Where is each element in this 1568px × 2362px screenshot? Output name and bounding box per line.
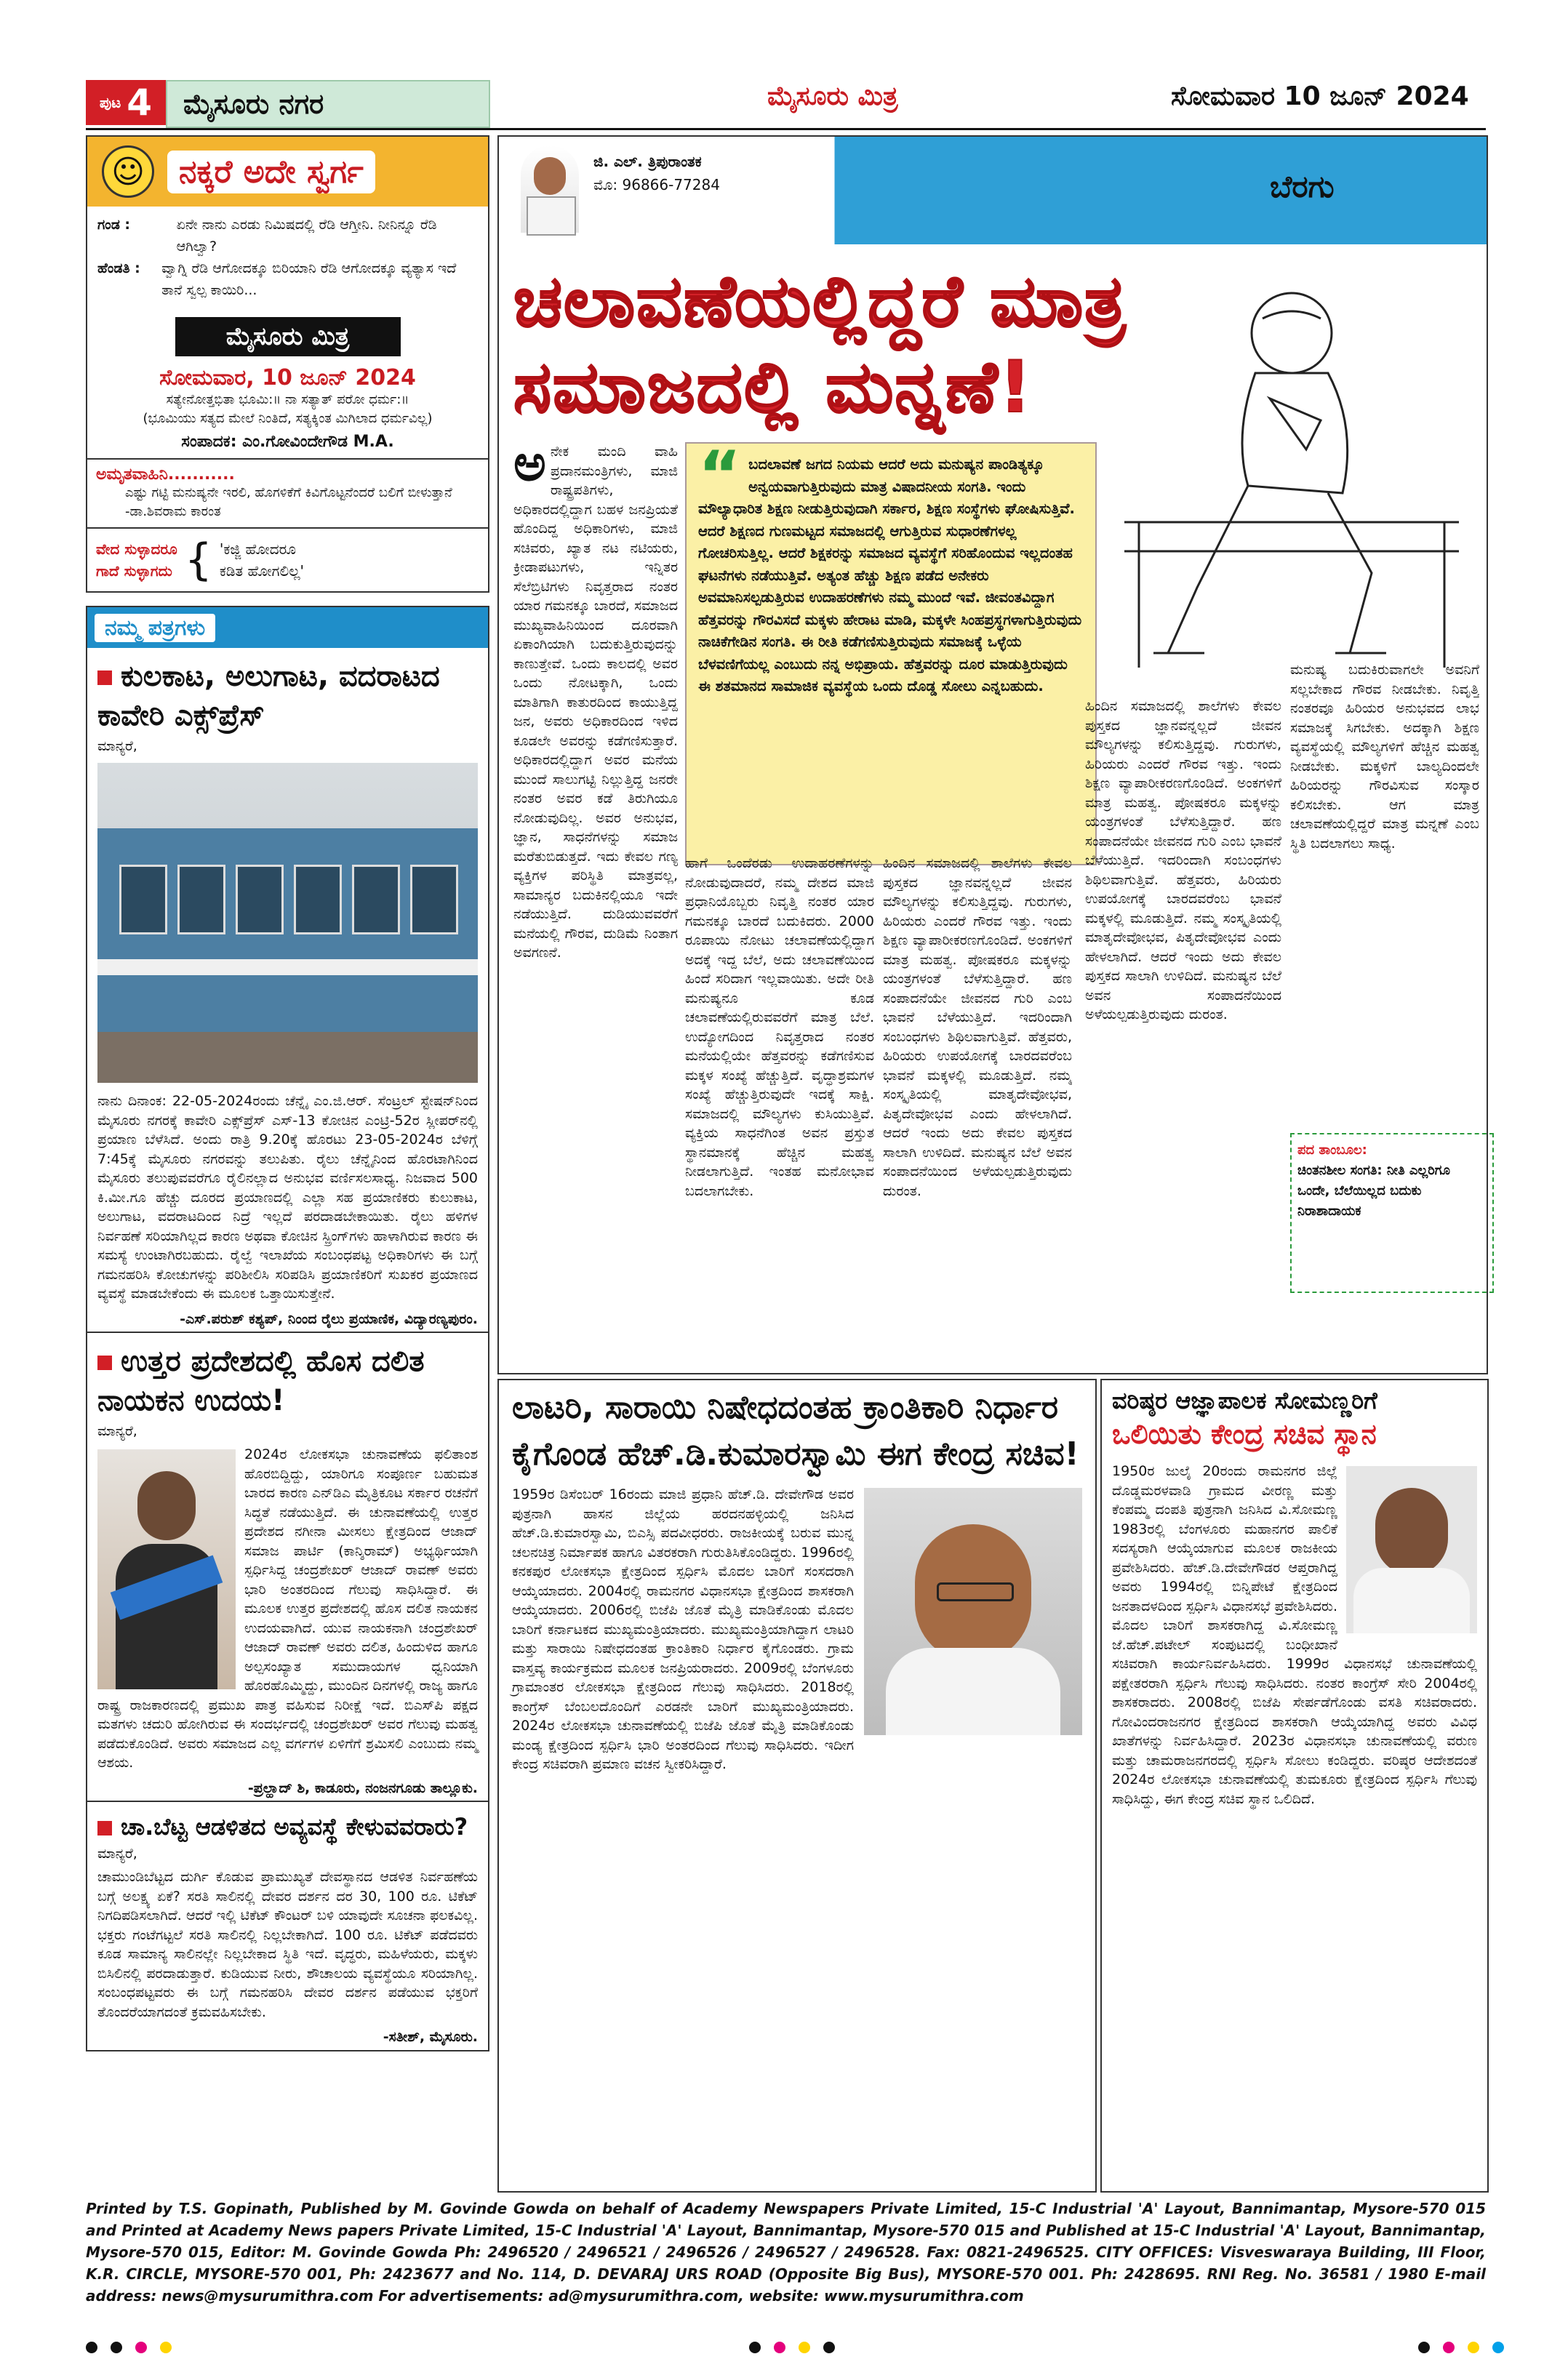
proverb-label-line: ಗಾದೆ ಸುಳ್ಳಾಗದು: [96, 562, 172, 580]
box-date: ಸೋಮವಾರ, 10 ಜೂನ್ 2024: [159, 365, 416, 391]
article-headline: [513, 259, 1127, 431]
column-article: [497, 135, 1488, 1374]
header-rule: [86, 128, 1486, 130]
proverb-label-line: ವೇದ ಸುಳ್ಳಾದರೂ: [96, 540, 177, 558]
amrita-vahini: [87, 458, 488, 527]
pull-quote-text: ಬದಲಾವಣೆ ಜಗದ ನಿಯಮ ಆದರೆ ಅದು ಮನುಷ್ಯನ ಪಾಂಡಿತ್ಯಕ್ಕೂ ಅನ್ವಯವಾಗುತ್ತಿರುವುದು ಮಾತ್ರ ವಿಷಾದನೀಯ ಸಂಗತಿ. ಇಂದು ಮೌಲ್ಯಾಧಾರಿತ ಶಿಕ್ಷಣ ನೀಡುತ್ತಿರುವುದಾಗಿ ಸರ್ಕಾರ, ಶಿಕ್ಷಣ ಸಂಸ್ಥೆಗಳು ಘೋಷಿಸುತ್ತಿವೆ. ಆದರೆ ಶಿಕ್ಷಣದ ಗುಣಮಟ್ಟದ ಸಮಾಜದಲ್ಲಿ ಆಗುತ್ತಿರುವ ಸುಧಾರಣೆಗಳಲ್ಲ ಗೋಚರಿಸುತ್ತಿಲ್ಲ. ಆದರೆ ಶಿಕ್ಷಕರನ್ನು ಸಮಾಜದ ವ್ಯವಸ್ಥೆಗೆ ಸರಿಹೊಂದುವ ಇಲ್ಲದಂತಹ ಘಟನೆಗಳು ನಡೆಯುತ್ತಿವೆ. ಅತ್ಯಂತ ಹೆಚ್ಚು ಶಿಕ್ಷಣ ಪಡೆದ ಅನೇಕರು ಅವಮಾನಿಸಲ್ಪಡುತ್ತಿರುವ ಉದಾಹರಣೆಗಳು ನಮ್ಮ ಮುಂದೆ ಇವೆ. ಜೀವಂತವಿದ್ದಾಗ ಹೆತ್ತವರನ್ನು ಗೌರವಿಸದೆ ಮಕ್ಕಳು ಹೇರಾಟ ಮಾಡಿ, ಮಕ್ಕಳೇ ಸಿಂಹಪ್ರಸ್ಥಗಳಾಗುತ್ತಿರುವುದು ನಾಚಿಕೆಗೇಡಿನ ಸಂಗತಿ. ಈ ರೀತಿ ಕಡೆಗಣಿಸುತ್ತಿರುವುದು ಸಮಾಜಕ್ಕೆ ಒಳ್ಳೆಯ ಬೆಳವಣಿಗೆಯಲ್ಲ ಎಂಬುದು ನನ್ನ ಅಭಿಪ್ರಾಯ. ಹೆತ್ತವರನ್ನು ದೂರ ಮಾಡುತ್ತಿರುವುದು ಈ ಶತಮಾನದ ಸಾಮಾಜಿಕ ವ್ಯವಸ್ಥೆಯ ಒಂದು ದೊಡ್ಡ ಸೋಲು ಎನ್ನಬಹುದು.: [698, 456, 1082, 694]
registration-dot: [86, 2342, 97, 2353]
article-body: [499, 1482, 1095, 2186]
article-col-2: [685, 854, 874, 1358]
article-text: ಹಿಂದಿನ ಸಮಾಜದಲ್ಲಿ ಶಾಲೆಗಳು ಕೇವಲ ಪುಸ್ತಕದ ಜ್ಞಾನವನ್ನಲ್ಲದೆ ಜೀವನ ಮೌಲ್ಯಗಳನ್ನು ಕಲಿಸುತ್ತಿದ್ದವು. ಗುರುಗಳು, ಹಿರಿಯರು ಎಂದರೆ ಗೌರವ ಇತ್ತು. ಇಂದು ಶಿಕ್ಷಣ ವ್ಯಾಪಾರೀಕರಣಗೊಂಡಿದೆ. ಅಂಕಗಳಿಗೆ ಮಾತ್ರ ಮಹತ್ವ. ಪೋಷಕರೂ ಮಕ್ಕಳನ್ನು ಯಂತ್ರಗಳಂತೆ ಬೆಳೆಸುತ್ತಿದ್ದಾರೆ. ಹಣ ಸಂಪಾದನೆಯೇ ಜೀವನದ ಗುರಿ ಎಂಬ ಭಾವನೆ ಬೆಳೆಯುತ್ತಿದೆ. ಇದರಿಂದಾಗಿ ಸಂಬಂಧಗಳು ಶಿಥಿಲವಾಗುತ್ತಿವೆ. ಹೆತ್ತವರು, ಹಿರಿಯರು ಉಪಯೋಗಕ್ಕೆ ಬಾರದವರೆಂಬ ಭಾವನೆ ಮಕ್ಕಳಲ್ಲಿ ಮೂಡುತ್ತಿದೆ. ನಮ್ಮ ಸಂಸ್ಕೃತಿಯಲ್ಲಿ ಮಾತೃದೇವೋಭವ, ಪಿತೃದೇವೋಭವ ಎಂದು ಹೇಳಲಾಗಿದೆ. ಆದರೆ ಇಂದು ಅದು ಕೇವಲ ಪುಸ್ತಕದ ಸಾಲಾಗಿ ಉಳಿದಿದೆ. ಮನುಷ್ಯನ ಬೆಲೆ ಅವನ ಸಂಪಾದನೆಯಿಂದ ಅಳೆಯಲ್ಪಡುತ್ತಿರುವುದು ದುರಂತ.: [883, 855, 1072, 1199]
editor-credit: ಸಂಪಾದಕ: ಎಂ.ಗೋವಿಂದೇಗೌಡ M.A.: [181, 433, 394, 451]
box-masthead-logo: ಮೈಸೂರು ಮಿತ್ರ: [175, 317, 401, 356]
article-col-4: [1085, 697, 1281, 1358]
brace-icon: {: [184, 535, 212, 585]
pull-quote: [685, 437, 1097, 865]
letter-title-text: ಚಾ.ಬೆಟ್ಟ ಆಡಳಿತದ ಅವ್ಯವಸ್ಥೆ ಕೇಳುವವರಾರು?: [121, 1813, 468, 1841]
registration-dot: [1492, 2342, 1504, 2353]
proverb-label: [96, 538, 177, 582]
article-text: 1950ರ ಜುಲೈ 20ರಂದು ರಾಮನಗರ ಜಿಲ್ಲೆ ದೊಡ್ಡಮರಳವಾಡಿ ಗ್ರಾಮದ ವೀರಣ್ಣ ಮತ್ತು ಕೆಂಪಮ್ಮ ದಂಪತಿ ಪುತ್ರನಾಗಿ ಜನಿಸಿದ ವಿ.ಸೋಮಣ್ಣ 1983ರಲ್ಲಿ ಬೆಂಗಳೂರು ಮಹಾನಗರ ಪಾಲಿಕೆ ಸದಸ್ಯರಾಗಿ ಆಯ್ಕೆಯಾಗುವ ಮೂಲಕ ರಾಜಕೀಯ ಪ್ರವೇಶಿಸಿದರು. ಹೆಚ್.ಡಿ.ದೇವೇಗೌಡರ ಆಪ್ತರಾಗಿದ್ದ ಅವರು 1994ರಲ್ಲಿ ಬಿನ್ನಿಪೇಟೆ ಕ್ಷೇತ್ರದಿಂದ ಜನತಾದಳದಿಂದ ಸ್ಪರ್ಧಿಸಿ ವಿಧಾನಸಭೆ ಪ್ರವೇಶಿಸಿದರು. ಮೊದಲ ಬಾರಿಗೆ ಶಾಸಕರಾಗಿದ್ದ ವಿ.ಸೋಮಣ್ಣ ಜೆ.ಹೆಚ್.ಪಟೇಲ್ ಸಂಪುಟದಲ್ಲಿ ಬಂಧೀಖಾನೆ ಸಚಿವರಾಗಿ ಕಾರ್ಯನಿರ್ವಹಿಸಿದರು. 1999ರ ವಿಧಾನಸಭೆ ಚುನಾವಣೆಯಲ್ಲಿ ಪಕ್ಷೇತರರಾಗಿ ಸ್ಪರ್ಧಿಸಿ ಗೆಲುವು ಸಾಧಿಸಿದರು. ನಂತರ ಕಾಂಗ್ರೆಸ್ ಸೇರಿ 2004ರಲ್ಲಿ ಶಾಸಕರಾದರು. 2008ರಲ್ಲಿ ಬಿಜೆಪಿ ಸೇರ್ಪಡೆಗೊಂಡು ವಸತಿ ಸಚಿವರಾದರು. ಗೋವಿಂದರಾಜನಗರ ಕ್ಷೇತ್ರದಿಂದ ಶಾಸಕರಾಗಿ ಆಯ್ಕೆಯಾಗಿದ್ದ ಅವರು ವಿವಿಧ ಖಾತೆಗಳನ್ನು ನಿರ್ವಹಿಸಿದ್ದಾರೆ. 2023ರ ವಿಧಾನಸಭಾ ಚುನಾವಣೆಯಲ್ಲಿ ವರುಣ ಮತ್ತು ಚಾಮರಾಜನಗರದಲ್ಲಿ ಸ್ಪರ್ಧಿಸಿ ಸೋಲು ಕಂಡಿದ್ದರು. ವರಿಷ್ಠರ ಆದೇಶದಂತೆ 2024ರ ಲೋಕಸಭಾ ಚುನಾವಣೆಯಲ್ಲಿ ತುಮಕೂರು ಕ್ಷೇತ್ರದಿಂದ ಸ್ಪರ್ಧಿಸಿ ಗೆಲುವು ಸಾಧಿಸಿದ್ದು, ಈಗ ಕೇಂದ್ರ ಸಚಿವ ಸ್ಥಾನ ಒಲಿದಿದೆ.: [1112, 1463, 1477, 1807]
article-text: ಮನುಷ್ಯ ಬದುಕಿರುವಾಗಲೇ ಅವನಿಗೆ ಸಲ್ಲಬೇಕಾದ ಗೌರವ ನೀಡಬೇಕು. ನಿವೃತ್ತಿ ನಂತರವೂ ಹಿರಿಯರ ಅನುಭವದ ಲಾಭ ಸಮಾಜಕ್ಕೆ ಸಿಗಬೇಕು. ಅದಕ್ಕಾಗಿ ಶಿಕ್ಷಣ ವ್ಯವಸ್ಥೆಯಲ್ಲಿ ಮೌಲ್ಯಗಳಿಗೆ ಹೆಚ್ಚಿನ ಮಹತ್ವ ನೀಡಬೇಕು. ಮಕ್ಕಳಿಗೆ ಬಾಲ್ಯದಿಂದಲೇ ಹಿರಿಯರನ್ನು ಗೌರವಿಸುವ ಸಂಸ್ಕಾರ ಕಲಿಸಬೇಕು. ಆಗ ಮಾತ್ರ ಚಲಾವಣೆಯಲ್ಲಿದ್ದರೆ ಮಾತ್ರ ಮನ್ನಣೆ ಎಂಬ ಸ್ಥಿತಿ ಬದಲಾಗಲು ಸಾಧ್ಯ.: [1290, 662, 1479, 852]
old-man-on-bench-illustration: [1110, 246, 1473, 682]
author-name: ಜಿ. ಎಲ್. ತ್ರಿಪುರಾಂತಕ: [593, 153, 702, 170]
letter-title: [87, 1332, 488, 1420]
letters-section: [86, 606, 489, 2051]
letter-salutation: ಮಾನ್ಯರೆ,: [97, 1846, 137, 1862]
quote-mark-icon: “: [698, 437, 742, 513]
registration-dot: [1418, 2342, 1430, 2353]
headline-line: ಚಲಾವಣೆಯಲ್ಲಿದ್ದರೆ ಮಾತ್ರ: [513, 260, 1127, 343]
article-headline: [499, 1380, 1095, 1482]
article-subheadline: ಒಲಿಯಿತು ಕೇಂದ್ರ ಸಚಿವ ಸ್ಥಾನ: [1112, 1418, 1377, 1450]
proverb-text: [220, 538, 304, 582]
letter-title-text: ಉತ್ತರ ಪ್ರದೇಶದಲ್ಲಿ ಹೊಸ ದಲಿತ ನಾಯಕನ ಉದಯ!: [97, 1345, 425, 1417]
joke-dialog: [87, 207, 488, 308]
kumaraswamy-photo: [864, 1488, 1082, 1735]
article-col-1: [513, 442, 678, 1358]
bullet-square-icon: [97, 670, 112, 685]
joke-text: ಏನೇ ನಾನು ಎರಡು ನಿಮಿಷದಲ್ಲಿ ರೆಡಿ ಆಗ್ತೀನಿ. ನೀನಿನ್ನೂ ರೆಡಿ ಆಗಿಲ್ವಾ?: [176, 217, 437, 255]
laughing-face-icon: ☺: [102, 145, 154, 198]
joke-speaker: ಹೆಂಡತಿ :: [97, 260, 140, 276]
drop-cap: ಅ: [513, 442, 546, 492]
headline-line: ಲಾಟರಿ, ಸಾರಾಯಿ ನಿಷೇಧದಂತಹ ಕ್ರಾಂತಿಕಾರಿ ನಿರ್ಧಾರ: [512, 1389, 1059, 1426]
registration-dot: [1443, 2342, 1455, 2353]
article-body: [1102, 1459, 1487, 2155]
joke-line: [97, 257, 478, 301]
letters-header: [87, 607, 488, 648]
bullet-square-icon: [97, 1821, 112, 1835]
registration-dot: [823, 2342, 835, 2353]
motto-translation: (ಭೂಮಿಯು ಸತ್ಯದ ಮೇಲೆ ನಿಂತಿದೆ, ಸತ್ಯಕ್ಕಿಂತ ಮಿಗಿಲಾದ ಧರ್ಮವಿಲ್ಲ): [143, 411, 433, 426]
amrita-heading: ಅಮೃತವಾಹಿನಿ...........: [96, 465, 235, 484]
registration-dot: [749, 2342, 761, 2353]
nakkare-box: [86, 135, 489, 593]
letter-body: ನಾನು ದಿನಾಂಕ: 22-05-2024ರಂದು ಚೆನ್ನೈ ಎಂ.ಜಿ.ಆರ್. ಸೆಂಟ್ರಲ್ ಸ್ಟೇಷನ್‌ನಿಂದ ಮೈಸೂರು ನಗರಕ್ಕೆ ಕಾವೇರಿ ಎಕ್ಸ್‌ಪ್ರೆಸ್ ಎಸ್-13 ಕೋಚಿನ ಎಂಟ್ರಿ-52ರ ಸ್ಲೀಪರ್‌ನಲ್ಲಿ ಪ್ರಯಾಣ ಬೆಳೆಸಿದೆ. ಅಂದು ರಾತ್ರಿ 9.20ಕ್ಕೆ ಹೊರಟು 23-05-2024ರ ಬೆಳಿಗ್ಗೆ 7:45ಕ್ಕೆ ಮೈಸೂರು ನಗರವನ್ನು ತಲುಪಿತು. ರೈಲು ಚೆನ್ನೈನಿಂದ ಹೊರಟಾಗಿನಿಂದ ಮೈಸೂರು ತಲುಪುವವರೆಗೂ ರೈಲಿನಲ್ಲಾದ ಅನುಭವ ವರ್ಣಿಸಲಸಾಧ್ಯ. ನಿಜವಾದ 500 ಕಿ.ಮೀ.ಗೂ ಹೆಚ್ಚು ದೂರದ ಪ್ರಯಾಣದಲ್ಲಿ ಎಲ್ಲಾ ಸಹ ಪ್ರಯಾಣಿಕರು ಕುಲುಕಾಟ, ಅಲುಗಾಟ, ವದರಾಟದಿಂದ ನಿದ್ರೆ ಇಲ್ಲದೆ ಪರದಾಡಬೇಕಾಯಿತು. ರೈಲು ಹಳಿಗಳ ನಿರ್ವಹಣೆ ಸರಿಯಾಗಿಲ್ಲದ ಕಾರಣ ಅಥವಾ ಕೋಚಿನ ಸ್ಪ್ರಿಂಗ್‌ಗಳು ಹಾಳಾಗಿರುವ ಕಾರಣ ಈ ಸಮಸ್ಯೆ ಉಂಟಾಗಿರಬಹುದು. ರೈಲ್ವೆ ಇಲಾಖೆಯ ಸಂಬಂಧಪಟ್ಟ ಅಧಿಕಾರಿಗಳು ಈ ಬಗ್ಗೆ ಗಮನಹರಿಸಿ ಕೋಚುಗಳನ್ನು ಪರಿಶೀಲಿಸಿ ಸರಿಪಡಿಸಿ ಪ್ರಯಾಣಿಕರಿಗೆ ಸುಖಕರ ಪ್ರಯಾಣದ ವ್ಯವಸ್ಥೆ ಮಾಡಬೇಕೆಂದು ಈ ಮೂಲಕ ಒತ್ತಾಯಿಸುತ್ತೇನೆ.: [97, 1093, 478, 1302]
word-note-box: [1290, 1133, 1494, 1293]
registration-dot: [799, 2342, 810, 2353]
column-banner: [499, 137, 1487, 244]
joke-text: ವ್ವಾಗ್ನಿ ರೆಡಿ ಆಗೋದಕ್ಕೂ ಬಿರಿಯಾನಿ ರೆಡಿ ಆಗೋದಕ್ಕೂ ವ್ಯತ್ಯಾಸ ಇದೆ ತಾನೆ ಸ್ವಲ್ಪ ಕಾಯಿರಿ...: [161, 260, 457, 298]
joke-speaker: ಗಂಡ :: [97, 217, 131, 233]
letter-title: [87, 648, 488, 735]
article-text: ನೇಕ ಮಂದಿ ವಾಹಿ ಪ್ರದಾನಮಂತ್ರಿಗಳು, ಮಾಜಿ ರಾಷ್ಟ್ರಪತಿಗಳು, ಅಧಿಕಾರದಲ್ಲಿದ್ದಾಗ ಬಹಳ ಜನಪ್ರಿಯತೆ ಹೊಂದಿದ್ದ ಅಧಿಕಾರಿಗಳು, ಮಾಜಿ ಸಚಿವರು, ಖ್ಯಾತ ನಟ ನಟಿಯರು, ಕ್ರೀಡಾಪಟುಗಳು, ಇನ್ನಿತರ ಸೆಲೆಬ್ರಿಟಿಗಳು ನಿವೃತ್ತರಾದ ನಂತರ ಯಾರ ಗಮನಕ್ಕೂ ಬಾರದೆ, ಸಮಾಜದ ಮುಖ್ಯವಾಹಿನಿಯಿಂದ ದೂರವಾಗಿ ಏಕಾಂಗಿಯಾಗಿ ಬದುಕುತ್ತಿರುವುದನ್ನು ಕಾಣುತ್ತೇವೆ. ಒಂದು ಕಾಲದಲ್ಲಿ ಅವರ ಒಂದು ನೋಟಕ್ಕಾಗಿ, ಒಂದು ಮಾತಿಗಾಗಿ ಕಾತುರದಿಂದ ಕಾಯುತ್ತಿದ್ದ ಜನ, ಅವರು ಅಧಿಕಾರದಿಂದ ಇಳಿದ ಕೂಡಲೇ ಅವರನ್ನು ಕಡೆಗಣಿಸುತ್ತಾರೆ. ಅಧಿಕಾರದಲ್ಲಿದ್ದಾಗ ಅವರ ಮನೆಯ ಮುಂದೆ ಸಾಲುಗಟ್ಟಿ ನಿಲ್ಲುತ್ತಿದ್ದ ಜನರೇ ನಂತರ ಅವರ ಕಡೆ ತಿರುಗಿಯೂ ನೋಡುವುದಿಲ್ಲ. ಅವರ ಅನುಭವ, ಜ್ಞಾನ, ಸಾಧನೆಗಳನ್ನು ಸಮಾಜ ಮರೆತುಬಿಡುತ್ತದೆ. ಇದು ಕೇವಲ ಗಣ್ಯ ವ್ಯಕ್ತಿಗಳ ಪರಿಸ್ಥಿತಿ ಮಾತ್ರವಲ್ಲ, ಸಾಮಾನ್ಯರ ಬದುಕಿನಲ್ಲಿಯೂ ಇದೇ ನಡೆಯುತ್ತಿದೆ. ದುಡಿಯುವವರೆಗೆ ಮನೆಯಲ್ಲಿ ಗೌರವ, ದುಡಿಮೆ ನಿಂತಾಗ ಅವಗಣನೆ.: [513, 444, 678, 961]
proverb-line: 'ಕಜ್ಜಿ ಹೋದರೂ: [219, 540, 296, 558]
train-photo: [97, 763, 478, 1083]
author-phone: ಮೊ: 96866-77284: [593, 176, 720, 193]
letter-signature: -ಸತೀಶ್, ಮೈಸೂರು.: [383, 2029, 478, 2045]
bullet-square-icon: [97, 1356, 112, 1370]
article-text: ಹಿಂದಿನ ಸಮಾಜದಲ್ಲಿ ಶಾಲೆಗಳು ಕೇವಲ ಪುಸ್ತಕದ ಜ್ಞಾನವನ್ನಲ್ಲದೆ ಜೀವನ ಮೌಲ್ಯಗಳನ್ನು ಕಲಿಸುತ್ತಿದ್ದವು. ಗುರುಗಳು, ಹಿರಿಯರು ಎಂದರೆ ಗೌರವ ಇತ್ತು. ಇಂದು ಶಿಕ್ಷಣ ವ್ಯಾಪಾರೀಕರಣಗೊಂಡಿದೆ. ಅಂಕಗಳಿಗೆ ಮಾತ್ರ ಮಹತ್ವ. ಪೋಷಕರೂ ಮಕ್ಕಳನ್ನು ಯಂತ್ರಗಳಂತೆ ಬೆಳೆಸುತ್ತಿದ್ದಾರೆ. ಹಣ ಸಂಪಾದನೆಯೇ ಜೀವನದ ಗುರಿ ಎಂಬ ಭಾವನೆ ಬೆಳೆಯುತ್ತಿದೆ. ಇದರಿಂದಾಗಿ ಸಂಬಂಧಗಳು ಶಿಥಿಲವಾಗುತ್ತಿವೆ. ಹೆತ್ತವರು, ಹಿರಿಯರು ಉಪಯೋಗಕ್ಕೆ ಬಾರದವರೆಂಬ ಭಾವನೆ ಮಕ್ಕಳಲ್ಲಿ ಮೂಡುತ್ತಿದೆ. ನಮ್ಮ ಸಂಸ್ಕೃತಿಯಲ್ಲಿ ಮಾತೃದೇವೋಭವ, ಪಿತೃದೇವೋಭವ ಎಂದು ಹೇಳಲಾಗಿದೆ. ಆದರೆ ಇಂದು ಅದು ಕೇವಲ ಪುಸ್ತಕದ ಸಾಲಾಗಿ ಉಳಿದಿದೆ. ಮನುಷ್ಯನ ಬೆಲೆ ಅವನ ಸಂಪಾದನೆಯಿಂದ ಅಳೆಯಲ್ಪಡುತ್ತಿರುವುದು ದುರಂತ.: [1085, 698, 1281, 1022]
article-text: ಹಾಗೆ ಒಂದೆರಡು ಉದಾಹರಣೆಗಳನ್ನು ನೋಡುವುದಾದರೆ, ನಮ್ಮ ದೇಶದ ಮಾಜಿ ಪ್ರಧಾನಿಯೊಬ್ಬರು ನಿವೃತ್ತಿ ನಂತರ ಯಾರ ಗಮನಕ್ಕೂ ಬಾರದೆ ಬದುಕಿದರು. 2000 ರೂಪಾಯಿ ನೋಟು ಚಲಾವಣೆಯಲ್ಲಿದ್ದಾಗ ಅದಕ್ಕೆ ಇದ್ದ ಬೆಲೆ, ಅದು ಚಲಾವಣೆಯಿಂದ ಹಿಂದೆ ಸರಿದಾಗ ಇಲ್ಲವಾಯಿತು. ಅದೇ ರೀತಿ ಮನುಷ್ಯನೂ ಕೂಡ ಚಲಾವಣೆಯಲ್ಲಿರುವವರೆಗೆ ಮಾತ್ರ ಬೆಲೆ. ಉದ್ಯೋಗದಿಂದ ನಿವೃತ್ತರಾದ ನಂತರ ಮನೆಯಲ್ಲಿಯೇ ಹೆತ್ತವರನ್ನು ಕಡೆಗಣಿಸುವ ಮಕ್ಕಳ ಸಂಖ್ಯೆ ಹೆಚ್ಚುತ್ತಿದೆ. ವೃದ್ಧಾಶ್ರಮಗಳ ಸಂಖ್ಯೆ ಹೆಚ್ಚುತ್ತಿರುವುದೇ ಇದಕ್ಕೆ ಸಾಕ್ಷಿ. ಸಮಾಜದಲ್ಲಿ ಮೌಲ್ಯಗಳು ಕುಸಿಯುತ್ತಿವೆ. ವ್ಯಕ್ತಿಯ ಸಾಧನೆಗಿಂತ ಅವನ ಪ್ರಸ್ತುತ ಸ್ಥಾನಮಾನಕ್ಕೆ ಹೆಚ್ಚಿನ ಮಹತ್ವ ನೀಡಲಾಗುತ್ತಿದೆ. ಇಂತಹ ಮನೋಭಾವ ಬದಲಾಗಬೇಕು.: [685, 855, 874, 1199]
registration-marks-right: [1418, 2342, 1504, 2353]
headline-line: ಕೈಗೊಂಡ ಹೆಚ್.ಡಿ.ಕುಮಾರಸ್ವಾಮಿ ಈಗ ಕೇಂದ್ರ ಸಚಿವ!: [512, 1436, 1079, 1473]
letter-body: 2024ರ ಲೋಕಸಭಾ ಚುನಾವಣೆಯ ಫಲಿತಾಂಶ ಹೊರಬಿದ್ದಿದ್ದು, ಯಾರಿಗೂ ಸಂಪೂರ್ಣ ಬಹುಮತ ಬಾರದ ಕಾರಣ ಎನ್‌ಡಿಎ ಮೈತ್ರಿಕೂಟ ಸರ್ಕಾರ ರಚನೆಗೆ ಸಿದ್ಧತೆ ನಡೆಯುತ್ತಿದೆ. ಈ ಚುನಾವಣೆಯಲ್ಲಿ ಉತ್ತರ ಪ್ರದೇಶದ ನಗೀನಾ ಮೀಸಲು ಕ್ಷೇತ್ರದಿಂದ ಆಜಾದ್ ಸಮಾಜ ಪಾರ್ಟಿ (ಕಾನ್ಶಿರಾಮ್) ಅಭ್ಯರ್ಥಿಯಾಗಿ ಸ್ಪರ್ಧಿಸಿದ್ದ ಚಂದ್ರಶೇಖರ್ ಆಜಾದ್ ರಾವಣ್ ಅವರು ಭಾರಿ ಅಂತರದಿಂದ ಗೆಲುವು ಸಾಧಿಸಿದ್ದಾರೆ. ಈ ಮೂಲಕ ಉತ್ತರ ಪ್ರದೇಶದಲ್ಲಿ ಹೊಸ ದಲಿತ ನಾಯಕನ ಉದಯವಾಗಿದೆ. ಯುವ ನಾಯಕನಾಗಿ ಚಂದ್ರಶೇಖರ್ ಆಜಾದ್ ರಾವಣ್ ಅವರು ದಲಿತ, ಹಿಂದುಳಿದ ಹಾಗೂ ಅಲ್ಪಸಂಖ್ಯಾತ ಸಮುದಾಯಗಳ ಧ್ವನಿಯಾಗಿ ಹೊರಹೊಮ್ಮಿದ್ದು, ಮುಂದಿನ ದಿನಗಳಲ್ಲಿ ರಾಜ್ಯ ಹಾಗೂ ರಾಷ್ಟ್ರ ರಾಜಕಾರಣದಲ್ಲಿ ಪ್ರಮುಖ ಪಾತ್ರ ವಹಿಸುವ ನಿರೀಕ್ಷೆ ಇದೆ. ಬಿಎಸ್‌ಪಿ ಪಕ್ಷದ ಮತಗಳು ಚದುರಿ ಹೋಗಿರುವ ಈ ಸಂದರ್ಭದಲ್ಲಿ ಚಂದ್ರಶೇಖರ್ ಅವರ ಗೆಲುವು ಮಹತ್ವ ಪಡೆದುಕೊಂಡಿದೆ. ಅವರು ಸಮಾಜದ ಎಲ್ಲ ವರ್ಗಗಳ ಏಳಿಗೆಗೆ ಶ್ರಮಿಸಲಿ ಎಂಬುದು ನಮ್ಮ ಆಶಯ.: [97, 1446, 478, 1771]
letter-salutation: ಮಾನ್ಯರೆ,: [97, 1423, 137, 1439]
letter-body-wrap: [87, 1442, 488, 1776]
header-date: ಸೋಮವಾರ 10 ಜೂನ್ 2024: [1171, 81, 1469, 111]
motto-line: ಸತ್ಯೇನೋತ್ತಭಿತಾ ಭೂಮಿ:॥ ನಾ ಸತ್ಯಾತ್ ಪರೋ ಧರ್ಮ:॥: [166, 392, 409, 407]
registration-dot: [774, 2342, 785, 2353]
page-number: 4: [127, 81, 153, 124]
article-col-3: [883, 854, 1072, 1358]
registration-marks-left: [86, 2342, 172, 2353]
headline-line: ಸಮಾಜದಲ್ಲಿ ಮನ್ನಣೆ!: [513, 346, 1033, 429]
proverb-box: [87, 527, 488, 591]
amrita-quote: ಎಷ್ಟು ಗಟ್ಟಿ ಮನುಷ್ಯನೇ ಇರಲಿ, ಹೊಗಳಿಕೆಗೆ ಕಿವಿಗೊಟ್ಟನೆಂದರೆ ಬಲಿಗೆ ಬೀಳುತ್ತಾನೆ -ಡಾ.ಶಿವರಾಮ ಕಾರಂತ: [125, 485, 452, 519]
registration-dot: [1468, 2342, 1479, 2353]
somanna-article: [1100, 1379, 1489, 2193]
masthead: ಮೈಸೂರು ಮಿತ್ರ: [767, 81, 898, 111]
kumaraswamy-article: [497, 1379, 1097, 2193]
registration-marks-center: [749, 2342, 835, 2353]
author-photo: [521, 145, 579, 233]
left-column: [86, 135, 489, 2051]
letter-signature: -ಎಸ್.ಪರುಶ್ ಕಶ್ಯಪ್, ನಿಂಂದ ರೈಲು ಪ್ರಯಾಣಿಕ, ವಿದ್ಯಾರಣ್ಯಪುರಂ.: [180, 1310, 478, 1327]
article-col-5: [1290, 660, 1479, 1126]
article-text: 1959ರ ಡಿಸೆಂಬರ್ 16ರಂದು ಮಾಜಿ ಪ್ರಧಾನಿ ಹೆಚ್.ಡಿ. ದೇವೇಗೌಡ ಅವರ ಪುತ್ರನಾಗಿ ಹಾಸನ ಜಿಲ್ಲೆಯ ಹರದನಹಳ್ಳಿಯಲ್ಲಿ ಜನಿಸಿದ ಹೆಚ್.ಡಿ.ಕುಮಾರಸ್ವಾಮಿ, ಬಿಎಸ್ಸಿ ಪದವೀಧರರು. ರಾಜಕೀಯಕ್ಕೆ ಬರುವ ಮುನ್ನ ಚಲನಚಿತ್ರ ನಿರ್ಮಾಪಕ ಹಾಗೂ ವಿತರಕರಾಗಿ ಗುರುತಿಸಿಕೊಂಡಿದ್ದರು. 1996ರಲ್ಲಿ ಕನಕಪುರ ಲೋಕಸಭಾ ಕ್ಷೇತ್ರದಿಂದ ಸ್ಪರ್ಧಿಸಿ ಮೊದಲ ಬಾರಿಗೆ ಸಂಸದರಾಗಿ ಆಯ್ಕೆಯಾದರು. 2004ರಲ್ಲಿ ರಾಮನಗರ ವಿಧಾನಸಭಾ ಕ್ಷೇತ್ರದಿಂದ ಶಾಸಕರಾಗಿ ಆಯ್ಕೆಯಾದರು. 2006ರಲ್ಲಿ ಬಿಜೆಪಿ ಜೊತೆ ಮೈತ್ರಿ ಮಾಡಿಕೊಂಡು ಮೊದಲ ಬಾರಿಗೆ ಕರ್ನಾಟಕದ ಮುಖ್ಯಮಂತ್ರಿಯಾದರು. ಮುಖ್ಯಮಂತ್ರಿಯಾಗಿದ್ದಾಗ ಲಾಟರಿ ಮತ್ತು ಸಾರಾಯಿ ನಿಷೇಧದಂತಹ ಕ್ರಾಂತಿಕಾರಿ ನಿರ್ಧಾರ ಕೈಗೊಂಡರು. ಗ್ರಾಮ ವಾಸ್ತವ್ಯ ಕಾರ್ಯಕ್ರಮದ ಮೂಲಕ ಜನಪ್ರಿಯರಾದರು. 2009ರಲ್ಲಿ ಬೆಂಗಳೂರು ಗ್ರಾಮಾಂತರ ಲೋಕಸಭಾ ಕ್ಷೇತ್ರದಿಂದ ಗೆಲುವು ಸಾಧಿಸಿದರು. 2018ರಲ್ಲಿ ಕಾಂಗ್ರೆಸ್ ಬೆಂಬಲದೊಂದಿಗೆ ಎರಡನೇ ಬಾರಿಗೆ ಮುಖ್ಯಮಂತ್ರಿಯಾದರು. 2024ರ ಲೋಕಸಭಾ ಚುನಾವಣೆಯಲ್ಲಿ ಬಿಜೆಪಿ ಜೊತೆ ಮೈತ್ರಿ ಮಾಡಿಕೊಂಡು ಮಂಡ್ಯ ಕ್ಷೇತ್ರದಿಂದ ಸ್ಪರ್ಧಿಸಿ ಭಾರಿ ಅಂತರದಿಂದ ಗೆಲುವು ಸಾಧಿಸಿದರು. ಇದೀಗ ಕೇಂದ್ರ ಸಚಿವರಾಗಿ ಪ್ರಮಾಣ ವಚನ ಸ್ವೀಕರಿಸಿದ್ದಾರೆ.: [512, 1486, 854, 1772]
column-name: ಬೆರಗು: [1270, 169, 1335, 204]
letter-signature: -ಪ್ರಲ್ಹಾದ್ ಶಿ, ಕಾಡೂರು, ನಂಜನಗೂಡು ತಾಲ್ಲೂಕು.: [247, 1779, 478, 1796]
registration-dot: [160, 2342, 172, 2353]
somanna-photo: [1346, 1466, 1477, 1633]
proverb-line: ಕಡಿತ ಹೋಗಲಿಲ್ಲ': [219, 562, 305, 580]
letter-title-text: ಕುಲಕಾಟ, ಅಲುಗಾಟ, ವದರಾಟದ ಕಾವೇರಿ ಎಕ್ಸ್‌ಪ್ರೆಸ್: [97, 660, 440, 732]
letter-salutation: ಮಾನ್ಯರೆ,: [97, 738, 137, 754]
letter-body: ಚಾಮುಂಡಿಬೆಟ್ಟದ ದುರ್ಗಿ ಕೊಡುವ ಪ್ರಾಮುಖ್ಯತೆ ದೇವಸ್ಥಾನದ ಆಡಳಿತ ನಿರ್ವಹಣೆಯ ಬಗ್ಗೆ ಅಲಕ್ಷ್ಯ ಏಕೆ? ಸರತಿ ಸಾಲಿನಲ್ಲಿ ದೇವರ ದರ್ಶನ ದರ 30, 100 ರೂ. ಟಿಕೆಟ್ ನಿಗದಿಪಡಿಸಲಾಗಿದೆ. ಆದರೆ ಇಲ್ಲಿ ಟಿಕೆಟ್ ಕೌಂಟರ್ ಬಳಿ ಯಾವುದೇ ಸೂಚನಾ ಫಲಕವಿಲ್ಲ. ಭಕ್ತರು ಗಂಟೆಗಟ್ಟಲೆ ಸರತಿ ಸಾಲಿನಲ್ಲಿ ನಿಲ್ಲಬೇಕಾಗಿದೆ. 100 ರೂ. ಟಿಕೆಟ್ ಪಡೆದವರು ಕೂಡ ಸಾಮಾನ್ಯ ಸಾಲಿನಲ್ಲೇ ನಿಲ್ಲಬೇಕಾದ ಸ್ಥಿತಿ ಇದೆ. ವೃದ್ಧರು, ಮಹಿಳೆಯರು, ಮಕ್ಕಳು ಬಿಸಿಲಿನಲ್ಲಿ ಪರದಾಡುತ್ತಾರೆ. ಕುಡಿಯುವ ನೀರು, ಶೌಚಾಲಯ ವ್ಯವಸ್ಥೆಯೂ ಸರಿಯಾಗಿಲ್ಲ. ಸಂಬಂಧಪಟ್ಟವರು ಈ ಬಗ್ಗೆ ಗಮನಹರಿಸಿ ದೇವರ ದರ್ಶನ ಪಡೆಯುವ ಭಕ್ತರಿಗೆ ತೊಂದರೆಯಾಗದಂತೆ ಕ್ರಮವಹಿಸಬೇಕು.: [97, 1869, 478, 2020]
note-text: ಚಿಂತನಶೀಲ ಸಂಗತಿ: ನೀತಿ ಎಲ್ಲರಿಗೂ ಒಂದೇ, ಬೆಲೆಯಿಲ್ಲದ ಬದುಕು ನಿರಾಶಾದಾಯಕ: [1297, 1163, 1450, 1219]
joke-line: [97, 214, 478, 257]
article-headline: ವರಿಷ್ಠರ ಆಜ್ಞಾಪಾಲಕ ಸೋಮಣ್ಣರಿಗೆ: [1112, 1387, 1377, 1414]
section-title: ಮೈಸೂರು ನಗರ: [166, 80, 490, 128]
nakkare-header: [87, 137, 488, 207]
letters-label: ನಮ್ಮ ಪತ್ರಗಳು: [95, 614, 215, 642]
note-heading: ಪದ ತಾಂಬೂಲ:: [1297, 1142, 1367, 1158]
page-number-box: [86, 80, 166, 125]
imprint-footer: Printed by T.S. Gopinath, Published by M. Govinde Gowda on behalf of Academy Newspapers Private Limited, 15-C Industrial 'A' Layout, Bannimantap, Mysore-570 015 and Printed at Academy News papers Private Limited, 15-C Industrial 'A' Layout, Bannimantap, Mysore-570 015 and Published at 15-C Industrial 'A' Layout, Bannimantap, Mysore-570 015, Editor: M. Govinde Gowda Ph: 2496520 / 2496521 / 2496526 / 2496527 / 2496528. Fax: 0821-2496525. CITY OFFICES: Visveswaraya Building, III Floor, K.R. CIRCLE, MYSORE-570 001, Ph: 2423677 and No. 114, D. DEVARAJ URS ROAD (Opposite Big Bus), MYSORE-570 001. Ph: 2428695. RNI Reg. No. 36581 / 1980 E-mail address: news@mysurumithra.com For advertisements: ad@mysurumithra.com, website: www.mysurumithra.com: [86, 2200, 1486, 2305]
registration-dot: [111, 2342, 122, 2353]
letter-title: [87, 1801, 488, 1843]
registration-dot: [135, 2342, 147, 2353]
page-label: ಪುಟ: [99, 94, 121, 111]
nakkare-title: ನಕ್ಕರೆ ಅದೇ ಸ್ವರ್ಗ: [167, 151, 375, 193]
leader-photo: [97, 1449, 236, 1689]
